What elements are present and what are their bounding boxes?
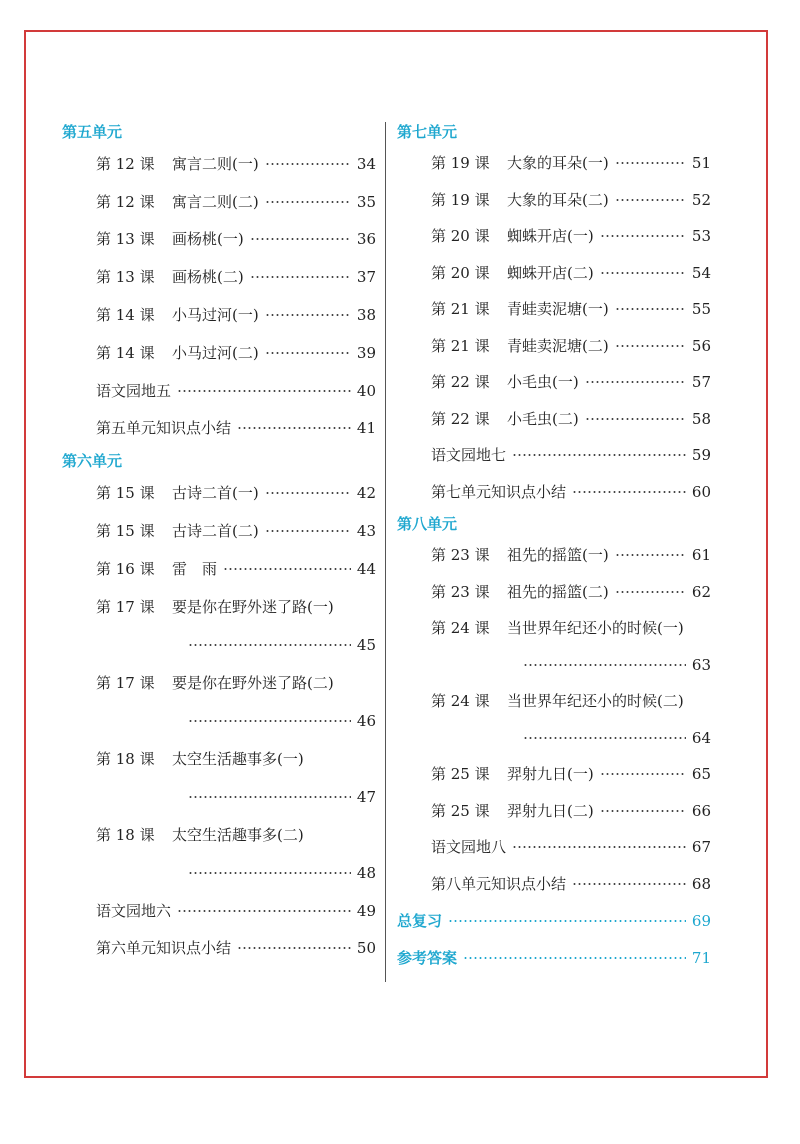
toc-entry[interactable] xyxy=(397,182,711,219)
page-number: 40 xyxy=(356,381,376,400)
lesson-number: 第 17 课 xyxy=(96,673,155,692)
toc-entry-review[interactable] xyxy=(397,902,711,939)
toc-entry[interactable] xyxy=(62,410,376,448)
toc-right-column xyxy=(397,118,711,976)
page-number: 38 xyxy=(356,306,376,325)
page-number: 65 xyxy=(691,765,711,784)
lesson-number: 第 18 课 xyxy=(96,825,155,844)
leader-dots xyxy=(250,234,351,244)
toc-entry[interactable] xyxy=(62,892,376,930)
toc-entry[interactable] xyxy=(62,512,376,550)
leader-dots xyxy=(523,660,686,670)
lesson-title: 祖先的摇篮(二) xyxy=(507,582,609,601)
page-number: 34 xyxy=(356,154,376,173)
lesson-number: 第 15 课 xyxy=(96,484,155,503)
leader-dots xyxy=(265,310,351,320)
page-number: 44 xyxy=(356,559,376,578)
lesson-title: 太空生活趣事多(一) xyxy=(172,749,304,768)
leader-dots xyxy=(572,879,686,889)
toc-entry[interactable] xyxy=(62,664,376,740)
toc-entry[interactable] xyxy=(397,255,711,292)
leader-dots xyxy=(615,304,686,314)
leader-dots xyxy=(512,450,686,460)
toc-entry[interactable] xyxy=(62,816,376,892)
lesson-title: 祖先的摇篮(一) xyxy=(507,546,609,565)
toc-entry[interactable] xyxy=(397,145,711,182)
leader-dots xyxy=(188,868,351,878)
lesson-number: 第 22 课 xyxy=(431,373,490,392)
toc-entry[interactable] xyxy=(62,550,376,588)
lesson-title: 青蛙卖泥塘(二) xyxy=(507,336,609,355)
page-number: 66 xyxy=(691,801,711,820)
page-number: 45 xyxy=(356,635,376,654)
leader-dots xyxy=(188,716,351,726)
leader-dots xyxy=(615,587,686,597)
toc-entry[interactable] xyxy=(397,474,711,511)
lesson-title: 语文园地六 xyxy=(96,901,172,920)
page-number: 55 xyxy=(691,300,711,319)
lesson-title: 大象的耳朵(一) xyxy=(507,154,609,173)
leader-dots xyxy=(188,640,351,650)
page-number: 62 xyxy=(691,582,711,601)
toc-entry[interactable] xyxy=(397,574,711,611)
lesson-title: 小毛虫(二) xyxy=(507,409,579,428)
lesson-title: 古诗二首(二) xyxy=(172,522,259,541)
toc-entry[interactable] xyxy=(397,793,711,830)
leader-dots xyxy=(250,272,351,282)
page-number: 50 xyxy=(356,939,376,958)
leader-dots xyxy=(615,195,686,205)
lesson-number: 第 22 课 xyxy=(431,409,490,428)
page-number: 54 xyxy=(691,263,711,282)
page-number: 71 xyxy=(691,948,711,967)
page-number: 41 xyxy=(356,419,376,438)
lesson-title: 小毛虫(一) xyxy=(507,373,579,392)
toc-entry[interactable] xyxy=(397,364,711,401)
page-number: 57 xyxy=(691,373,711,392)
leader-dots xyxy=(448,916,686,926)
lesson-title: 语文园地八 xyxy=(431,838,507,857)
lesson-title: 第七单元知识点小结 xyxy=(431,482,567,501)
lesson-number: 第 21 课 xyxy=(431,336,490,355)
section-title: 总复习 xyxy=(397,912,443,930)
lesson-number: 第 25 课 xyxy=(431,765,490,784)
toc-entry[interactable] xyxy=(397,328,711,365)
toc-entry[interactable] xyxy=(397,401,711,438)
page-number: 63 xyxy=(691,655,711,674)
page-number: 51 xyxy=(691,154,711,173)
leader-dots xyxy=(512,842,686,852)
lesson-title: 第六单元知识点小结 xyxy=(96,939,232,958)
toc-entry-answers[interactable] xyxy=(397,939,711,976)
toc-entry[interactable] xyxy=(62,334,376,372)
lesson-number: 第 17 课 xyxy=(96,597,155,616)
lesson-title: 当世界年纪还小的时候(二) xyxy=(507,692,684,711)
toc-entry[interactable] xyxy=(62,183,376,221)
leader-dots xyxy=(237,943,351,953)
lesson-number: 第 13 课 xyxy=(96,230,155,249)
lesson-title: 要是你在野外迷了路(一) xyxy=(172,597,334,616)
leader-dots xyxy=(265,526,351,536)
leader-dots xyxy=(237,423,351,433)
leader-dots xyxy=(188,792,351,802)
leader-dots xyxy=(600,769,686,779)
toc-entry[interactable] xyxy=(397,683,711,756)
lesson-number: 第 19 课 xyxy=(431,190,490,209)
toc-entry[interactable] xyxy=(62,930,376,968)
lesson-title: 画杨桃(二) xyxy=(172,268,244,287)
toc-entry[interactable] xyxy=(397,756,711,793)
lesson-number: 第 16 课 xyxy=(96,559,155,578)
lesson-title: 寓言二则(一) xyxy=(172,154,259,173)
page-number: 56 xyxy=(691,336,711,355)
lesson-title: 语文园地五 xyxy=(96,381,172,400)
page-number: 59 xyxy=(691,446,711,465)
lesson-title: 太空生活趣事多(二) xyxy=(172,825,304,844)
lesson-title: 青蛙卖泥塘(一) xyxy=(507,300,609,319)
page-number: 58 xyxy=(691,409,711,428)
toc-entry[interactable] xyxy=(62,258,376,296)
toc-entry[interactable] xyxy=(62,296,376,334)
page-number: 53 xyxy=(691,227,711,246)
toc-entry[interactable] xyxy=(397,437,711,474)
lesson-number: 第 24 课 xyxy=(431,619,490,638)
page-number: 35 xyxy=(356,192,376,211)
leader-dots xyxy=(600,268,686,278)
toc-entry[interactable] xyxy=(397,829,711,866)
lesson-number: 第 13 课 xyxy=(96,268,155,287)
lesson-title: 羿射九日(一) xyxy=(507,765,594,784)
page-number: 37 xyxy=(356,268,376,287)
section-title: 参考答案 xyxy=(397,949,458,967)
lesson-title: 画杨桃(一) xyxy=(172,230,244,249)
toc-entry[interactable] xyxy=(397,866,711,903)
toc-entry[interactable] xyxy=(397,218,711,255)
unit-heading: 第八单元 xyxy=(397,515,458,533)
toc-entry[interactable] xyxy=(397,610,711,683)
lesson-number: 第 20 课 xyxy=(431,263,490,282)
leader-dots xyxy=(585,414,686,424)
toc-entry[interactable] xyxy=(62,221,376,259)
toc-entry[interactable] xyxy=(62,588,376,664)
leader-dots xyxy=(615,341,686,351)
lesson-number: 第 15 课 xyxy=(96,522,155,541)
leader-dots xyxy=(615,550,686,560)
lesson-number: 第 24 课 xyxy=(431,692,490,711)
page-number: 61 xyxy=(691,546,711,565)
leader-dots xyxy=(523,733,686,743)
page-number: 69 xyxy=(691,911,711,930)
toc-entry[interactable] xyxy=(397,537,711,574)
page-number: 64 xyxy=(691,728,711,747)
leader-dots xyxy=(177,386,351,396)
leader-dots xyxy=(615,158,686,168)
leader-dots xyxy=(177,906,351,916)
page-number: 36 xyxy=(356,230,376,249)
page-number: 46 xyxy=(356,711,376,730)
lesson-title: 第八单元知识点小结 xyxy=(431,874,567,893)
lesson-title: 小马过河(一) xyxy=(172,306,259,325)
page-number: 60 xyxy=(691,482,711,501)
leader-dots xyxy=(600,231,686,241)
toc-entry[interactable] xyxy=(62,372,376,410)
lesson-title: 雷 雨 xyxy=(172,559,218,578)
lesson-title: 小马过河(二) xyxy=(172,343,259,362)
page-number: 48 xyxy=(356,863,376,882)
page-number: 67 xyxy=(691,838,711,857)
unit-heading: 第五单元 xyxy=(62,123,123,141)
column-divider xyxy=(385,122,386,982)
page-number: 47 xyxy=(356,787,376,806)
lesson-number: 第 12 课 xyxy=(96,192,155,211)
leader-dots xyxy=(223,564,351,574)
lesson-title: 第五单元知识点小结 xyxy=(96,419,232,438)
lesson-title: 大象的耳朵(二) xyxy=(507,190,609,209)
lesson-number: 第 25 课 xyxy=(431,801,490,820)
unit-heading: 第六单元 xyxy=(62,452,123,471)
page-number: 49 xyxy=(356,901,376,920)
page-number: 68 xyxy=(691,874,711,893)
toc-left-column xyxy=(62,118,376,967)
page-number: 42 xyxy=(356,484,376,503)
lesson-number: 第 18 课 xyxy=(96,749,155,768)
toc-entry[interactable] xyxy=(62,145,376,183)
lesson-number: 第 19 课 xyxy=(431,154,490,173)
leader-dots xyxy=(600,806,686,816)
lesson-title: 羿射九日(二) xyxy=(507,801,594,820)
toc-entry[interactable] xyxy=(62,474,376,512)
lesson-number: 第 23 课 xyxy=(431,582,490,601)
unit-heading: 第七单元 xyxy=(397,123,458,141)
lesson-number: 第 21 课 xyxy=(431,300,490,319)
leader-dots xyxy=(265,159,351,169)
lesson-number: 第 14 课 xyxy=(96,306,155,325)
lesson-title: 蜘蛛开店(二) xyxy=(507,263,594,282)
lesson-title: 古诗二首(一) xyxy=(172,484,259,503)
page-number: 43 xyxy=(356,522,376,541)
page-number: 39 xyxy=(356,343,376,362)
lesson-title: 语文园地七 xyxy=(431,446,507,465)
lesson-number: 第 12 课 xyxy=(96,154,155,173)
leader-dots xyxy=(265,348,351,358)
page-number: 52 xyxy=(691,190,711,209)
leader-dots xyxy=(463,953,686,963)
lesson-title: 蜘蛛开店(一) xyxy=(507,227,594,246)
leader-dots xyxy=(585,377,686,387)
lesson-number: 第 20 课 xyxy=(431,227,490,246)
lesson-number: 第 23 课 xyxy=(431,546,490,565)
lesson-title: 寓言二则(二) xyxy=(172,192,259,211)
lesson-title: 要是你在野外迷了路(二) xyxy=(172,673,334,692)
toc-entry[interactable] xyxy=(62,740,376,816)
leader-dots xyxy=(265,488,351,498)
lesson-title: 当世界年纪还小的时候(一) xyxy=(507,619,684,638)
leader-dots xyxy=(572,487,686,497)
leader-dots xyxy=(265,197,351,207)
lesson-number: 第 14 课 xyxy=(96,343,155,362)
toc-entry[interactable] xyxy=(397,291,711,328)
